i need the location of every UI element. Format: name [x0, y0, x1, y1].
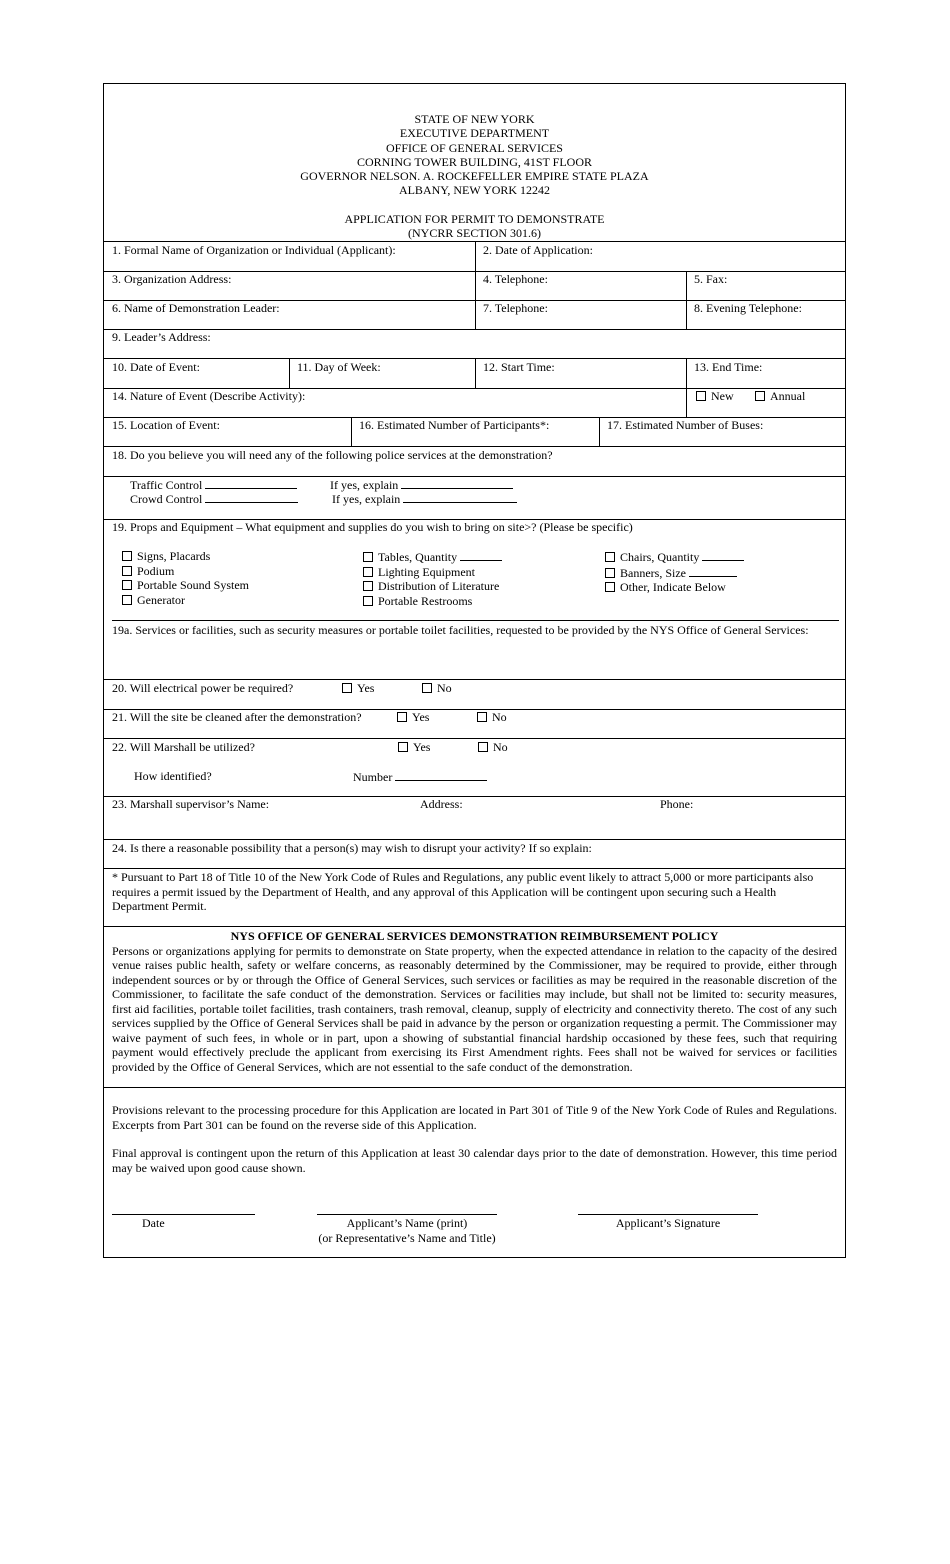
row-divider [104, 839, 845, 840]
checkbox-other[interactable] [605, 580, 744, 595]
checkbox-generator[interactable] [122, 593, 249, 608]
checkbox-label: Distribution of Literature [378, 579, 500, 593]
checkbox-new-label: New [711, 389, 734, 403]
crowd-explain-blank[interactable] [403, 491, 517, 503]
form-subtitle: (NYCRR SECTION 301.6) [407, 226, 541, 241]
marshall-yes[interactable] [398, 740, 430, 755]
crowd-control-blank[interactable] [205, 491, 298, 503]
number-blank[interactable] [395, 769, 487, 781]
checkbox-podium[interactable] [122, 564, 249, 579]
field-fax[interactable]: 5. Fax: [694, 272, 728, 286]
number-label: Number [353, 770, 393, 784]
checkbox-icon[interactable] [363, 596, 373, 606]
column-divider [686, 271, 687, 329]
checkbox-icon[interactable] [342, 683, 352, 693]
question-marshall: 22. Will Marshall be utilized? [112, 740, 255, 754]
checkbox-tables[interactable] [363, 549, 502, 565]
traffic-control-label: Traffic Control [130, 478, 203, 492]
field-organization-address[interactable]: 3. Organization Address: [112, 272, 232, 286]
checkbox-icon[interactable] [363, 581, 373, 591]
checkbox-label: Portable Sound System [137, 578, 250, 592]
cleanup-no[interactable] [477, 710, 507, 725]
checkbox-label: Generator [137, 592, 185, 607]
row-divider [104, 446, 845, 447]
health-permit-footnote: * Pursuant to Part 18 of Title 10 of the New York Code of Rules and Regulations, any public event likely to attract 5,000 or more participants also requires a permit issued by the Department of Health, and any approval of this Application will be contingent upon securing such a Health Department Permit. [112, 870, 814, 913]
column-divider [289, 358, 290, 388]
field-event-date[interactable]: 10. Date of Event: [112, 360, 200, 374]
checkbox-signs[interactable] [122, 549, 249, 564]
field-end-time[interactable]: 13. End Time: [694, 360, 763, 374]
field-buses[interactable]: 17. Estimated Number of Buses: [607, 418, 764, 432]
date-label: Date [142, 1216, 165, 1230]
row-divider [104, 926, 845, 927]
checkbox-label: Signs, Placards [137, 549, 211, 563]
checkbox-label: Tables, Quantity [378, 550, 458, 564]
name-signature-line[interactable] [317, 1214, 497, 1215]
cleanup-yes[interactable] [397, 710, 429, 725]
checkbox-label: Yes [412, 710, 430, 724]
field-supervisor-address[interactable]: Address: [420, 797, 463, 811]
reimbursement-policy [112, 929, 837, 1074]
question-electrical: 20. Will electrical power be required? [112, 681, 294, 695]
checkbox-label: No [437, 681, 452, 695]
checkbox-literature[interactable] [363, 579, 502, 594]
field-leader-telephone[interactable]: 7. Telephone: [483, 301, 548, 315]
field-supervisor-phone[interactable]: Phone: [660, 797, 694, 811]
field-leader-name[interactable]: 6. Name of Demonstration Leader: [112, 301, 280, 315]
checkbox-label: Other, Indicate Below [620, 580, 726, 594]
form-title: APPLICATION FOR PERMIT TO DEMONSTRATE [344, 211, 605, 226]
checkbox-banners[interactable] [605, 565, 744, 581]
checkbox-icon[interactable] [696, 391, 706, 401]
checkbox-icon[interactable] [122, 551, 132, 561]
column-divider [686, 358, 687, 417]
crowd-explain-label: If yes, explain [332, 492, 401, 506]
checkbox-label: Yes [357, 681, 375, 695]
checkbox-icon[interactable] [755, 391, 765, 401]
field-telephone[interactable]: 4. Telephone: [483, 272, 548, 286]
checkbox-label: No [492, 710, 507, 724]
chairs-quantity-blank[interactable] [702, 549, 744, 561]
checkbox-icon[interactable] [477, 712, 487, 722]
row-divider [104, 1087, 845, 1088]
field-leader-address[interactable]: 9. Leader’s Address: [112, 330, 211, 344]
traffic-control-blank[interactable] [205, 477, 297, 489]
banners-size-blank[interactable] [689, 565, 737, 577]
crowd-explain-line[interactable] [332, 491, 517, 507]
representative-label-line: (or Representative’s Name and Title) [318, 1230, 496, 1245]
header-line-city: ALBANY, NEW YORK 12242 [398, 183, 551, 198]
field-applicant-name[interactable]: 1. Formal Name of Organization or Individual (Applicant): [112, 243, 396, 257]
traffic-explain-blank[interactable] [401, 477, 513, 489]
policy-title: NYS OFFICE OF GENERAL SERVICES DEMONSTRATION REIMBURSEMENT POLICY [230, 929, 719, 943]
final-approval-text: Final approval is contingent upon the return of this Application at least 30 calendar days prior to the date of demonstration. However, this time period may be waived upon good cause shown. [112, 1146, 837, 1175]
checkbox-icon[interactable] [605, 582, 615, 592]
field-event-nature[interactable]: 14. Nature of Event (Describe Activity): [112, 389, 306, 403]
field-event-location[interactable]: 15. Location of Event: [112, 418, 220, 432]
field-marshall-supervisor[interactable]: 23. Marshall supervisor’s Name: [112, 797, 270, 811]
row-divider [104, 868, 845, 869]
applicant-name-label [297, 1216, 517, 1245]
checkbox-icon[interactable] [397, 712, 407, 722]
checkbox-icon[interactable] [478, 742, 488, 752]
header-line-state: STATE OF NEW YORK [414, 112, 535, 126]
applicant-signature-label: Applicant’s Signature [615, 1216, 721, 1230]
electrical-no[interactable] [422, 681, 452, 696]
applicant-signature-line[interactable] [578, 1214, 758, 1215]
field-marshall-number[interactable] [353, 769, 487, 785]
field-ogs-services[interactable]: 19a. Services or facilities, such as security measures or portable toilet facilities, requested to be provided by the NYS Office of General Services: [112, 623, 809, 637]
checkbox-icon[interactable] [398, 742, 408, 752]
crowd-control-line[interactable] [130, 491, 298, 507]
checkbox-annual-label: Annual [770, 389, 806, 403]
checkbox-annual[interactable] [755, 389, 805, 404]
marshall-no[interactable] [478, 740, 508, 755]
checkbox-chairs[interactable] [605, 549, 744, 565]
header-line-office: OFFICE OF GENERAL SERVICES [386, 140, 563, 155]
field-participants[interactable]: 16. Estimated Number of Participants*: [359, 418, 550, 432]
policy-body: Persons or organizations applying for permits to demonstrate on State property, when the expected attendance in relation to the capacity of the desired venue raises public health, safety or welfare concerns, as reasonably determined by the Commissioner, may be required to provide, either through independent sources or by or through the Office of General Services, such services or facilities as may be required in the reasonable discretion of the Commissioner, to facilitate the safe conduct of the demonstration. Services or facilities may include, but shall not be limited to: security measures, first aid facilities, portable toilet facilities, trash containers, trash removal, cleanup, supply of electricity and connectivity thereto. The cost of any such services supplied by the Office of General Services shall be paid in advance by the person or organization requesting a permit. The Commissioner may waive payment of such fees, in whole or in part, upon a showing of substantial financial hardship occasioned by these fees, such that requiring payment would effectively preclude the applicant from exercising its First Amendment rights. Fees shall not be waived for services or facilities provided by the Office of General Services, which are not essential to the safe conduct of the demonstration. [112, 943, 837, 1074]
row-divider [104, 679, 845, 680]
form-header [104, 112, 845, 240]
checkbox-icon[interactable] [422, 683, 432, 693]
question-cleanup: 21. Will the site be cleaned after the demonstration? [112, 710, 362, 724]
row-divider [112, 620, 839, 621]
field-application-date[interactable]: 2. Date of Application: [483, 243, 593, 257]
checkbox-restrooms[interactable] [363, 594, 502, 609]
checkbox-icon[interactable] [122, 580, 132, 590]
checkbox-icon[interactable] [122, 566, 132, 576]
checkbox-icon[interactable] [122, 595, 132, 605]
checkbox-icon[interactable] [363, 552, 373, 562]
row-divider [104, 329, 845, 330]
checkbox-icon[interactable] [605, 568, 615, 578]
checkbox-new[interactable] [696, 389, 734, 404]
checkbox-icon[interactable] [363, 567, 373, 577]
header-line-plaza: GOVERNOR NELSON. A. ROCKEFELLER EMPIRE STATE PLAZA [300, 169, 649, 184]
checkbox-label: Lighting Equipment [378, 564, 475, 579]
field-evening-telephone[interactable]: 8. Evening Telephone: [694, 301, 802, 315]
question-police-services: 18. Do you believe you will need any of the following police services at the demonstration? [112, 448, 553, 462]
checkbox-lighting[interactable] [363, 565, 502, 580]
crowd-control-label: Crowd Control [130, 492, 203, 506]
checkbox-icon[interactable] [605, 552, 615, 562]
checkbox-label: Chairs, Quantity [620, 550, 700, 564]
header-line-building: CORNING TOWER BUILDING, 41ST FLOOR [356, 154, 592, 169]
column-divider [475, 241, 476, 329]
props-col-1 [122, 549, 249, 607]
field-day-of-week[interactable]: 11. Day of Week: [297, 360, 381, 374]
props-col-2 [363, 549, 502, 608]
permit-application-form [103, 83, 846, 1258]
field-start-time[interactable]: 12. Start Time: [483, 360, 555, 374]
checkbox-label: Podium [137, 563, 175, 578]
column-divider [351, 417, 352, 446]
field-disruption[interactable]: 24. Is there a reasonable possibility that a person(s) may wish to disrupt your activity? If so explain: [112, 841, 592, 855]
electrical-yes[interactable] [342, 681, 374, 696]
checkbox-label: Portable Restrooms [378, 593, 473, 608]
checkbox-label: Banners, Size [620, 565, 686, 580]
tables-quantity-blank[interactable] [460, 549, 502, 561]
column-divider [599, 417, 600, 446]
question-props: 19. Props and Equipment – What equipment and supplies do you wish to bring on site>? (Please be specific) [112, 520, 633, 534]
checkbox-sound-system[interactable] [122, 578, 249, 593]
props-col-3 [605, 549, 744, 595]
header-line-department: EXECUTIVE DEPARTMENT [399, 126, 550, 141]
field-how-identified[interactable]: How identified? [134, 769, 212, 783]
applicant-name-label-line: Applicant’s Name (print) [346, 1216, 468, 1230]
checkbox-label: Yes [413, 740, 431, 754]
column-divider [475, 358, 476, 388]
checkbox-label: No [493, 740, 508, 754]
provisions-text: Provisions relevant to the processing procedure for this Application are located in Part 301 of Title 9 of the New York Code of Rules and Regulations. Excerpts from Part 301 can be found on the reverse side of this Application. [112, 1103, 837, 1132]
row-divider [104, 738, 845, 739]
date-signature-line[interactable] [112, 1214, 255, 1215]
traffic-explain-label: If yes, explain [330, 478, 399, 492]
